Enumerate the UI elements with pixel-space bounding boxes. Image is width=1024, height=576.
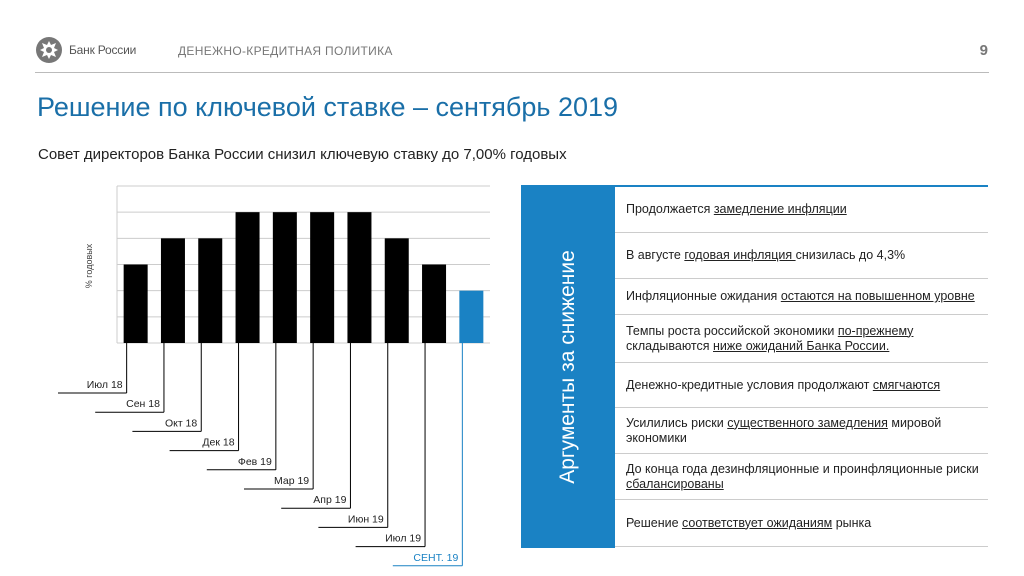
category-label: Фев 19 <box>237 455 272 468</box>
header-divider <box>35 72 989 73</box>
page-subtitle: Совет директоров Банка России снизил ключевую ставку до 7,00% годовых <box>38 146 567 163</box>
argument-text-part: Темпы роста российской экономики <box>626 323 838 338</box>
category-label: Окт 18 <box>164 417 198 430</box>
category-label: Июл 18 <box>86 379 123 391</box>
argument-text <box>626 416 982 446</box>
category-label: СЕНТ. 19 <box>413 551 459 564</box>
argument-text <box>626 462 982 492</box>
bar <box>124 265 148 344</box>
argument-text-part: В августе <box>626 248 685 262</box>
bar <box>422 265 446 344</box>
category-label: Дек 18 <box>202 436 235 449</box>
argument-text-part: До конца года дезинфляционные и проинфляционные риски <box>626 461 979 476</box>
y-axis-label: % годовых <box>84 243 94 289</box>
argument-row <box>615 187 988 233</box>
bar <box>236 212 260 343</box>
arguments-label: Аргументы за снижение <box>556 250 580 484</box>
category-label: Июн 19 <box>347 513 384 526</box>
key-rate-bar-chart <box>0 180 500 576</box>
argument-text <box>626 248 905 263</box>
argument-text <box>626 289 975 304</box>
argument-text-part: Продолжается <box>626 202 714 216</box>
argument-text-part: Инфляционные ожидания <box>626 289 781 303</box>
argument-underlined-text: соответствует ожиданиям <box>682 515 833 530</box>
category-label: Сен 18 <box>126 398 160 411</box>
category-label: Июл 19 <box>385 532 422 545</box>
argument-row <box>615 233 988 279</box>
bar <box>459 291 483 343</box>
eagle-emblem-icon <box>35 36 63 64</box>
argument-underlined-text: существенного замедления <box>727 415 888 430</box>
argument-text-part: Денежно-кредитные условия продолжают <box>626 377 873 392</box>
argument-row <box>615 279 988 315</box>
arguments-panel <box>521 186 615 548</box>
category-label: Мар 19 <box>274 475 310 487</box>
page-title: Решение по ключевой ставке – сентябрь 2019 <box>37 92 619 122</box>
argument-text-part: складываются <box>626 338 714 353</box>
argument-underlined-text: годовая инфляция <box>684 248 796 262</box>
argument-row <box>615 315 988 363</box>
logo-text: Банк России <box>69 43 137 57</box>
argument-text-part: Усилились риски <box>626 415 728 430</box>
argument-row <box>615 363 988 408</box>
bar <box>273 212 297 343</box>
argument-underlined-text: ниже ожиданий Банка России. <box>713 338 890 353</box>
argument-text <box>626 324 982 354</box>
bank-logo[interactable] <box>35 36 136 64</box>
argument-text-part: Решение <box>626 515 683 530</box>
bar <box>347 212 371 343</box>
argument-text-part: снизилась до 4,3% <box>795 248 906 262</box>
argument-underlined-text: замедление инфляции <box>713 202 847 216</box>
section-title: ДЕНЕЖНО-КРЕДИТНАЯ ПОЛИТИКА <box>178 44 393 58</box>
header <box>0 0 1024 90</box>
page-number: 9 <box>979 42 988 59</box>
bar <box>385 238 409 343</box>
argument-underlined-text: по-прежнему <box>837 323 914 338</box>
argument-text-part: мировой экономики <box>626 415 942 445</box>
argument-row <box>615 454 988 500</box>
bar <box>161 238 185 343</box>
argument-text <box>626 516 871 531</box>
argument-underlined-text: смягчаются <box>872 377 941 392</box>
argument-text <box>626 378 940 393</box>
argument-row <box>615 408 988 454</box>
argument-underlined-text: сбалансированы <box>626 476 724 491</box>
argument-text <box>626 202 847 217</box>
arguments-bottom-rule <box>615 546 988 547</box>
bar <box>310 212 334 343</box>
bar <box>198 238 222 343</box>
argument-row <box>615 500 988 546</box>
argument-text-part: рынка <box>832 515 872 530</box>
category-label: Апр 19 <box>313 494 347 507</box>
argument-underlined-text: остаются на повышенном уровне <box>780 289 975 303</box>
